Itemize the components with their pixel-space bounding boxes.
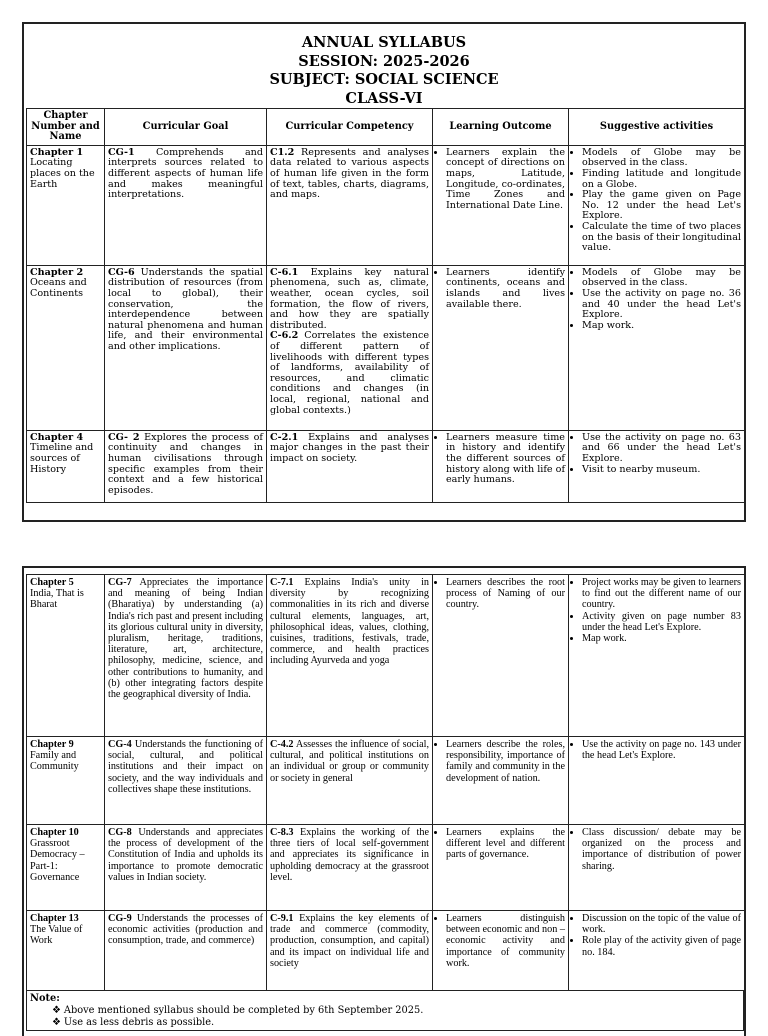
- column-header: Curricular Competency: [267, 109, 433, 146]
- curricular-goal-cell: [105, 911, 267, 991]
- goal-text: Comprehends and interprets sources related to different aspects of human life and makes meaningful interpretations.: [108, 146, 263, 201]
- syllabus-table-1: [26, 108, 745, 503]
- goal-text: Appreciates the importance and meaning of being Indian (Bharatiya) by understanding (a) India's rich past and present including its glorious cultural unity in diversity, pluralism, heritage, traditions, literature, art, architecture, philosophy, medicine, science, and other contributions to humanity, and (b) other integrating factors despite the geographical diversity of India.: [108, 577, 263, 701]
- goal-code: CG-8: [108, 827, 132, 838]
- outcome-item: • Learners identify continents, oceans and islands and lives available there.: [446, 268, 565, 310]
- curricular-goal-cell: [105, 145, 267, 265]
- syllabus-table-2: [26, 574, 745, 991]
- chapter-name: The Value of Work: [30, 924, 83, 947]
- chapter-name: Grassroot Democracy – Part-1: Governance: [30, 838, 85, 883]
- learning-outcome-cell: [433, 575, 569, 737]
- chapter-cell: [27, 575, 105, 737]
- chapter-cell: [27, 430, 105, 502]
- chapter-number: Chapter 5: [30, 577, 74, 588]
- curricular-competency-cell: [267, 265, 433, 430]
- chapter-name: Timeline and sources of History: [30, 442, 94, 475]
- competency-item: [270, 827, 429, 883]
- title-line-2: SESSION: 2025-2026: [298, 52, 470, 70]
- curricular-goal-cell: [105, 575, 267, 737]
- syllabus-page-2: [22, 566, 746, 1036]
- note-item: ❖ Use as less debris as possible.: [52, 1017, 740, 1029]
- learning-outcome-cell: [433, 737, 569, 825]
- goal-text: Understands the functioning of social, cultural, and political institutions and their impact on society, and the way individuals and collectives shape these institutions.: [108, 739, 263, 795]
- activity-item: • Play the game given on Page No. 12 under the head Let's Explore.: [582, 190, 741, 222]
- outcome-item: • Learners measure time in history and identify the different sources of history along with life of early humans.: [446, 433, 565, 486]
- competency-text: Explains India's unity in diversity by recognizing commonalities in its rich and diverse cultural elements, languages, art, philosophical ideas, values, clothing, cuisines, traditions, festivals, trade, commerce, and health practices including Ayurveda and yoga: [270, 577, 429, 667]
- competency-item: [270, 148, 429, 201]
- curricular-goal-cell: [105, 430, 267, 502]
- competency-text: Represents and analyses data related to various aspects of human life given in the form of text, tables, charts, diagrams, and maps.: [270, 146, 429, 201]
- competency-item: [270, 331, 429, 416]
- activities-cell: [569, 911, 745, 991]
- competency-item: [270, 739, 429, 784]
- learning-outcome-cell: [433, 430, 569, 502]
- activities-cell: [569, 737, 745, 825]
- competency-text: Explains and analyses major changes in the past their impact on society.: [270, 431, 429, 464]
- note-item: ❖ Above mentioned syllabus should be completed by 6th September 2025.: [52, 1005, 740, 1017]
- chapter-number: Chapter 10: [30, 827, 79, 838]
- note-label: Note:: [30, 993, 60, 1004]
- chapter-cell: [27, 145, 105, 265]
- competency-code: C-9.1: [270, 913, 294, 924]
- competency-text: Explains the key elements of trade and commerce (commodity, production, consumption, and capital) and its impact on individual life and society: [270, 913, 429, 969]
- chapter-number: Chapter 9: [30, 739, 74, 750]
- learning-outcome-cell: [433, 145, 569, 265]
- competency-item: [270, 268, 429, 332]
- curricular-competency-cell: [267, 145, 433, 265]
- competency-text: Explains key natural phenomena, such as, climate, weather, ocean cycles, soil formation, the flow of rivers, and how they are spatially distributed.: [270, 266, 429, 331]
- goal-code: CG- 2: [108, 431, 140, 443]
- note-box: [26, 991, 744, 1031]
- activity-item: • Class discussion/ debate may be organized on the process and importance of distribution of power sharing.: [582, 827, 741, 872]
- competency-code: C-6.2: [270, 330, 299, 342]
- page-title: [24, 24, 744, 108]
- table-row: [27, 911, 745, 991]
- activity-item: • Use the activity on page no. 143 under the head Let's Explore.: [582, 739, 741, 761]
- competency-item: [270, 913, 429, 969]
- competency-item: [270, 577, 429, 667]
- chapter-number: Chapter 2: [30, 266, 84, 278]
- activities-cell: [569, 145, 745, 265]
- curricular-competency-cell: [267, 911, 433, 991]
- activity-item: • Models of Globe may be observed in the class.: [582, 148, 741, 169]
- table-row: [27, 575, 745, 737]
- activity-item: • Role play of the activity given of page no. 184.: [582, 935, 741, 957]
- activities-cell: [569, 825, 745, 911]
- curricular-competency-cell: [267, 737, 433, 825]
- competency-code: C-2.1: [270, 431, 299, 443]
- column-header: Curricular Goal: [105, 109, 267, 146]
- competency-code: C-4.2: [270, 739, 294, 750]
- outcome-item: • Learners explain the concept of directions on maps, Latitude, Longitude, co-ordinates, Time Zones and International Date Line.: [446, 148, 565, 212]
- goal-code: CG-1: [108, 146, 135, 158]
- activities-cell: [569, 430, 745, 502]
- curricular-competency-cell: [267, 575, 433, 737]
- competency-code: C1.2: [270, 146, 295, 158]
- chapter-name: Locating places on the Earth: [30, 157, 95, 190]
- competency-code: C-7.1: [270, 577, 294, 588]
- goal-text: Explores the process of continuity and changes in human civilisations through specific examples from their context and a few historical episodes.: [108, 431, 263, 496]
- curricular-goal-cell: [105, 825, 267, 911]
- competency-text: Assesses the influence of social, cultural, and political institutions on an individual or group or community or society in general: [270, 739, 429, 784]
- column-header: Suggestive activities: [569, 109, 745, 146]
- table-row: [27, 145, 745, 265]
- learning-outcome-cell: [433, 911, 569, 991]
- curricular-competency-cell: [267, 825, 433, 911]
- learning-outcome-cell: [433, 265, 569, 430]
- goal-code: CG-9: [108, 913, 132, 924]
- goal-code: CG-4: [108, 739, 132, 750]
- learning-outcome-cell: [433, 825, 569, 911]
- chapter-cell: [27, 265, 105, 430]
- activity-item: • Calculate the time of two places on the basis of their longitudinal value.: [582, 222, 741, 254]
- curricular-goal-cell: [105, 737, 267, 825]
- outcome-item: • Learners explains the different level and different parts of governance.: [446, 827, 565, 861]
- chapter-name: India, That is Bharat: [30, 588, 84, 611]
- chapter-name: Family and Community: [30, 750, 79, 773]
- column-header: Chapter Number and Name: [27, 109, 105, 146]
- chapter-cell: [27, 911, 105, 991]
- activity-item: • Activity given on page number 83 under the head Let's Explore.: [582, 611, 741, 633]
- activities-cell: [569, 265, 745, 430]
- column-header: Learning Outcome: [433, 109, 569, 146]
- goal-text: Understands the spatial distribution of resources (from local to global), their conservation, the interdependence between natural phenomena and human life, and their environmental and other implications.: [108, 266, 263, 352]
- title-line-3: SUBJECT: SOCIAL SCIENCE: [269, 71, 499, 88]
- activity-item: • Use the activity on page no. 63 and 66 under the head Let's Explore.: [582, 433, 741, 465]
- curricular-goal-cell: [105, 265, 267, 430]
- syllabus-page-1: [22, 22, 746, 522]
- chapter-number: Chapter 13: [30, 913, 79, 924]
- activity-item: • Discussion on the topic of the value of work.: [582, 913, 741, 935]
- table-row: [27, 265, 745, 430]
- chapter-cell: [27, 825, 105, 911]
- curricular-competency-cell: [267, 430, 433, 502]
- goal-code: CG-7: [108, 577, 132, 588]
- competency-code: C-8.3: [270, 827, 294, 838]
- activity-item: • Project works may be given to learners to find out the different name of our country.: [582, 577, 741, 611]
- chapter-name: Oceans and Continents: [30, 277, 87, 299]
- activity-item: • Models of Globe may be observed in the class.: [582, 268, 741, 289]
- chapter-cell: [27, 737, 105, 825]
- activity-item: • Finding latitude and longitude on a Globe.: [582, 169, 741, 190]
- competency-code: C-6.1: [270, 266, 299, 278]
- outcome-item: • Learners distinguish between economic and non – economic activity and importance of community work.: [446, 913, 565, 969]
- table-row: [27, 430, 745, 502]
- competency-text: Correlates the existence of different pattern of livelihoods with different types of landforms, availability of resources, and climatic conditions and changes (in local, regional, national and global contexts.): [270, 330, 429, 416]
- outcome-item: • Learners describes the root process of Naming of our country.: [446, 577, 565, 611]
- goal-text: Understands and appreciates the process of development of the Constitution of India and upholds its importance to promote democratic values in Indian society.: [108, 827, 263, 883]
- goal-text: Understands the processes of economic activities (production and consumption, trade, and commerce): [108, 913, 263, 947]
- table-row: [27, 825, 745, 911]
- activities-cell: [569, 575, 745, 737]
- outcome-item: • Learners describe the roles, responsibility, importance of family and community in the development of nation.: [446, 739, 565, 784]
- table-row: [27, 737, 745, 825]
- activity-item: • Map work.: [582, 321, 741, 332]
- competency-text: Explains the working of the three tiers of local self-government and appreciates its significance in upholding democracy at the grassroot level.: [270, 827, 429, 883]
- competency-item: [270, 433, 429, 465]
- chapter-number: Chapter 4: [30, 431, 84, 443]
- activity-item: • Visit to nearby museum.: [582, 465, 741, 476]
- title-line-4: CLASS-VI: [345, 89, 423, 107]
- title-line-1: ANNUAL SYLLABUS: [301, 34, 467, 51]
- chapter-number: Chapter 1: [30, 146, 84, 158]
- activity-item: • Use the activity on page no. 36 and 40 under the head Let's Explore.: [582, 289, 741, 321]
- goal-code: CG-6: [108, 266, 135, 278]
- activity-item: • Map work.: [582, 633, 741, 644]
